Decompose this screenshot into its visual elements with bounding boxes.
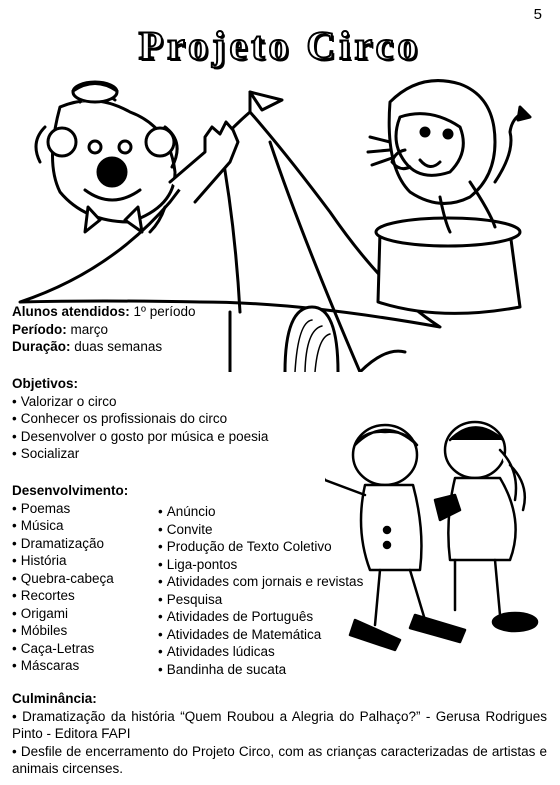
- project-info: [12, 303, 196, 356]
- alunos-line: [12, 303, 196, 321]
- list-item: • Máscaras: [12, 657, 128, 675]
- list-item: • Valorizar o circo: [12, 393, 268, 411]
- desenvolvimento-heading: Desenvolvimento:: [12, 483, 129, 498]
- lion-drawing: [368, 81, 530, 314]
- list-item: • Produção de Texto Coletivo: [158, 538, 363, 556]
- duracao-label: Duração:: [12, 339, 71, 354]
- list-item: • Atividades lúdicas: [158, 643, 363, 661]
- list-item: • Anúncio: [158, 503, 363, 521]
- list-item: • Atividades de Matemática: [158, 626, 363, 644]
- page-title: Projeto Circo: [138, 23, 422, 68]
- list-item: • Origami: [12, 605, 128, 623]
- list-item: • Bandinha de sucata: [158, 661, 363, 679]
- list-item: • Socializar: [12, 445, 268, 463]
- children-illustration: [325, 410, 555, 680]
- desenvolvimento-section: [12, 482, 128, 675]
- duracao-value: duas semanas: [74, 339, 163, 354]
- alunos-value: 1º período: [133, 304, 196, 319]
- list-item: • Pesquisa: [158, 591, 363, 609]
- list-item: • Convite: [158, 521, 363, 539]
- list-item: • Liga-pontos: [158, 556, 363, 574]
- culminancia-section: [12, 690, 547, 778]
- list-item: • Conhecer os profissionais do circo: [12, 410, 268, 428]
- list-item: • Móbiles: [12, 622, 128, 640]
- periodo-label: Período:: [12, 321, 67, 337]
- objetivos-section: [12, 375, 268, 463]
- culminancia-text: Desfile de encerramento do Projeto Circo, com as crianças caracterizadas de artistas e animais circenses.: [12, 743, 548, 776]
- tent-entrance: [285, 307, 338, 372]
- culminancia-heading: Culminância:: [12, 691, 97, 706]
- list-item: • Recortes: [12, 587, 128, 605]
- list-item: • Poemas: [12, 500, 128, 518]
- list-item: • História: [12, 552, 128, 570]
- culminancia-text: Dramatização da história “Quem Roubou a Alegria do Palhaço?” - Gerusa Rodrigues Pinto - Editora FAPI: [12, 708, 548, 741]
- alunos-label: Alunos atendidos:: [12, 304, 130, 319]
- periodo-line: [12, 321, 196, 339]
- objetivos-heading: Objetivos:: [12, 376, 79, 391]
- page-number: 5: [533, 6, 542, 23]
- periodo-value: março: [70, 321, 109, 337]
- culminancia-item-1: • Dramatização da história “Quem Roubou a Alegria do Palhaço?” - Gerusa Rodrigues Pinto - Editora FAPI: [12, 708, 548, 741]
- list-item: • Caça-Letras: [12, 640, 128, 658]
- list-item: • Atividades de Português: [158, 608, 363, 626]
- list-item: • Atividades com jornais e revistas: [158, 573, 363, 591]
- culminancia-item-2: • Desfile de encerramento do Projeto Circo, com as crianças caracterizadas de artistas e animais circenses.: [12, 743, 548, 776]
- list-item: • Dramatização: [12, 535, 128, 553]
- list-item: • Música: [12, 517, 128, 535]
- list-item: • Desenvolver o gosto por música e poesia: [12, 428, 268, 446]
- duracao-line: [12, 338, 196, 356]
- list-item: • Quebra-cabeça: [12, 570, 128, 588]
